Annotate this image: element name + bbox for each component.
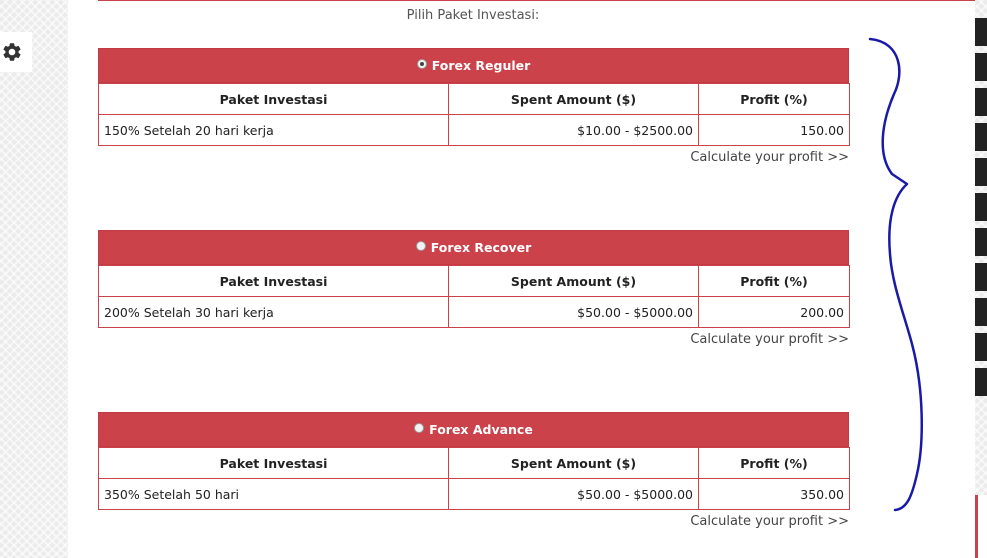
plan-header[interactable] [98, 412, 849, 447]
calculate-profit-link[interactable]: Calculate your profit >> [690, 514, 849, 529]
cell-package: 150% Setelah 20 hari kerja [99, 115, 449, 146]
table-header-row [99, 84, 850, 115]
plan-radio-forex-advance[interactable] [414, 423, 424, 433]
gear-icon [1, 41, 23, 63]
edge-block [975, 88, 987, 116]
edge-block [975, 333, 987, 361]
plan-card-forex-recover [98, 230, 849, 347]
plan-card-forex-reguler [98, 48, 849, 165]
col-header-amount: Spent Amount ($) [449, 448, 699, 479]
plan-title: Forex Reguler [431, 58, 531, 73]
plan-table [98, 83, 850, 146]
plan-table [98, 265, 850, 328]
calculate-profit-link[interactable]: Calculate your profit >> [690, 332, 849, 347]
edge-block [975, 368, 987, 396]
cell-profit: 150.00 [699, 115, 850, 146]
plan-title: Forex Advance [429, 422, 533, 437]
plan-radio-forex-reguler[interactable] [417, 59, 427, 69]
plan-title: Forex Recover [430, 240, 532, 255]
cell-profit: 350.00 [699, 479, 850, 510]
col-header-amount: Spent Amount ($) [449, 266, 699, 297]
edge-block [975, 263, 987, 291]
cell-package: 200% Setelah 30 hari kerja [99, 297, 449, 328]
cell-profit: 200.00 [699, 297, 850, 328]
table-header-row [99, 266, 850, 297]
col-header-profit: Profit (%) [699, 266, 850, 297]
col-header-package: Paket Investasi [99, 84, 449, 115]
edge-block [975, 18, 987, 46]
edge-block [975, 228, 987, 256]
cell-amount: $50.00 - $5000.00 [449, 479, 699, 510]
top-divider [98, 0, 975, 1]
edge-block [975, 53, 987, 81]
calculate-profit-link[interactable]: Calculate your profit >> [690, 150, 849, 165]
edge-block [975, 193, 987, 221]
cell-amount: $10.00 - $2500.00 [449, 115, 699, 146]
right-edge-strip [975, 18, 987, 403]
brace-annotation [862, 34, 932, 519]
select-package-label: Pilih Paket Investasi: [406, 8, 540, 23]
edge-block [975, 158, 987, 186]
cell-amount: $50.00 - $5000.00 [449, 297, 699, 328]
plan-header[interactable] [98, 230, 849, 265]
plan-card-forex-advance [98, 412, 849, 529]
settings-gear-button[interactable] [0, 32, 32, 72]
plan-table [98, 447, 850, 510]
col-header-profit: Profit (%) [699, 84, 850, 115]
col-header-package: Paket Investasi [99, 266, 449, 297]
table-row [99, 115, 850, 146]
cell-package: 350% Setelah 50 hari [99, 479, 449, 510]
table-header-row [99, 448, 850, 479]
table-row [99, 479, 850, 510]
plan-header[interactable] [98, 48, 849, 83]
col-header-amount: Spent Amount ($) [449, 84, 699, 115]
edge-block [975, 298, 987, 326]
right-edge-panel [978, 495, 987, 558]
main-content [68, 0, 975, 558]
col-header-package: Paket Investasi [99, 448, 449, 479]
col-header-profit: Profit (%) [699, 448, 850, 479]
plan-radio-forex-recover[interactable] [416, 241, 426, 251]
table-row [99, 297, 850, 328]
edge-block [975, 123, 987, 151]
